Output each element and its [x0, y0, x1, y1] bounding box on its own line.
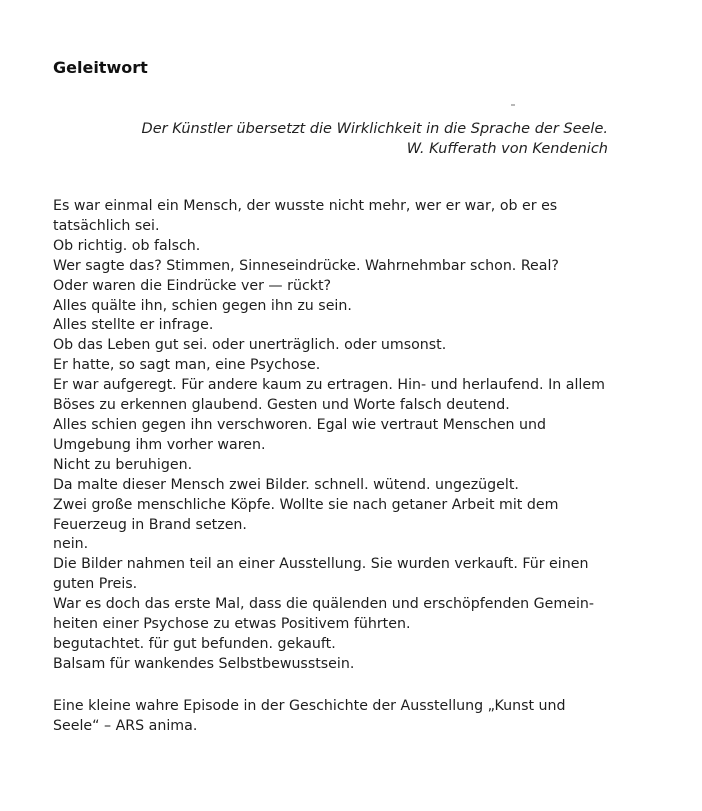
text-line: Oder waren die Eindrücke ver — rückt? — [53, 277, 332, 294]
text-line: Zwei große menschliche Köpfe. Wollte sie nach getaner Arbeit mit dem — [53, 496, 559, 513]
text-line: Die Bilder nahmen teil an einer Ausstellung. Sie wurden verkauft. Für einen — [53, 556, 589, 573]
text-line: guten Preis. — [53, 576, 138, 593]
text-line: heiten einer Psychose zu etwas Positivem führten. — [53, 616, 411, 633]
scan-speck — [511, 104, 515, 106]
text-line: Feuerzeug in Brand setzen. — [53, 516, 247, 533]
text-line: begutachtet. für gut befunden. gekauft. — [53, 635, 336, 652]
text-line: Er war aufgeregt. Für andere kaum zu ertragen. Hin- und herlaufend. In allem — [53, 377, 605, 394]
closing-paragraph — [53, 697, 613, 737]
page-title: Geleitwort — [53, 58, 148, 77]
text-line: Alles quälte ihn, schien gegen ihn zu sein. — [53, 297, 352, 314]
text-line: Balsam für wankendes Selbstbewusstsein. — [53, 655, 355, 672]
text-line: Ob das Leben gut sei. oder unerträglich. oder umsonst. — [53, 337, 447, 354]
text-line: Böses zu erkennen glaubend. Gesten und Worte falsch deutend. — [53, 397, 510, 414]
body-paragraph — [53, 197, 613, 675]
text-line: Alles stellte er infrage. — [53, 317, 214, 334]
text-line: Wer sagte das? Stimmen, Sinneseindrücke. Wahrnehmbar schon. Real? — [53, 257, 559, 274]
text-line: Nicht zu beruhigen. — [53, 456, 193, 473]
text-line: Ob richtig. ob falsch. — [53, 237, 201, 254]
text-line: Seele“ – ARS anima. — [53, 717, 198, 734]
epigraph-quote: Der Künstler übersetzt die Wirklichkeit in die Sprache der Seele. — [141, 121, 608, 137]
epigraph-author: W. Kufferath von Kendenich — [406, 141, 608, 157]
text-line: War es doch das erste Mal, dass die quälenden und erschöpfenden Gemein- — [53, 596, 595, 613]
text-line: Es war einmal ein Mensch, der wusste nicht mehr, wer er war, ob er es — [53, 198, 558, 214]
text-line: Er hatte, so sagt man, eine Psychose. — [53, 357, 321, 374]
text-line: nein. — [53, 536, 89, 553]
epigraph — [88, 119, 608, 159]
text-line: Umgebung ihm vorher waren. — [53, 436, 266, 453]
text-line: Eine kleine wahre Episode in der Geschichte der Ausstellung „Kunst und — [53, 698, 566, 714]
text-line: Da malte dieser Mensch zwei Bilder. schnell. wütend. ungezügelt. — [53, 476, 519, 493]
text-line: tatsächlich sei. — [53, 217, 160, 234]
text-line: Alles schien gegen ihn verschworen. Egal wie vertraut Menschen und — [53, 416, 547, 433]
